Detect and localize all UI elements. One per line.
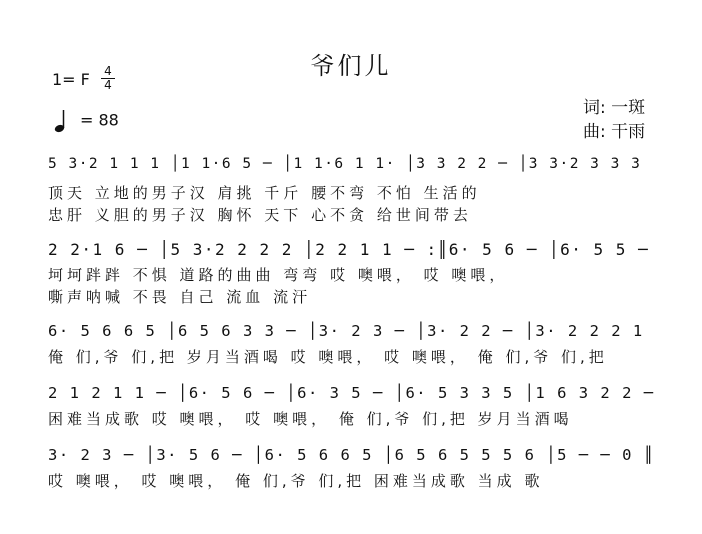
notation-line: 2 1 2 1 1 ─ │6· 5 6 ─ │6· 3 5 ─ │6· 5 3 3 5 │1 6 3 2 2 ─: [48, 384, 655, 402]
tempo-marking: [54, 109, 119, 133]
meter-top: 4: [104, 64, 112, 78]
lyric-line: 哎 噢喂， 哎 噢喂， 俺 们,爷 们,把 困难当成歌 当成 歌: [48, 472, 544, 490]
key-signature: 1= F: [52, 70, 90, 89]
time-signature: [101, 66, 115, 91]
lyric-verse-2: 忠肝 义胆的男子汉 胸怀 天下 心不贪 给世间带去: [48, 206, 472, 224]
notation-line: 2 2·1 6 ─ │5 3·2 2 2 2 │2 2 1 1 ─ :║6· 5 6 ─ │6· 5 5 ─: [48, 240, 650, 259]
lyric-verse-2: 嘶声呐喊 不畏 自己 流血 流汗: [48, 288, 312, 306]
meter-bottom: 4: [104, 78, 112, 92]
notation-line: 3· 2 3 ─ │3· 5 6 ─ │6· 5 6 6 5 │6 5 6 5 5 5 6 │5 ─ ─ 0 ║: [48, 446, 655, 464]
lyric-line: 困难当成歌 哎 噢喂， 哎 噢喂， 俺 们,爷 们,把 岁月当酒喝: [48, 410, 573, 428]
lyric-verse-1: 坷坷跘跘 不惧 道路的曲曲 弯弯 哎 噢喂， 哎 噢喂，: [48, 266, 509, 284]
quarter-note-icon: [54, 109, 66, 133]
lyric-line: 俺 们,爷 们,把 岁月当酒喝 哎 噢喂， 哎 噢喂， 俺 们,爷 们,把: [48, 348, 608, 366]
credits: [583, 96, 645, 144]
notation-line: 5 3·2 1 1 1 │1 1·6 5 ─ │1 1·6 1 1· │3 3 2 2 ─ │3 3·2 3 3 3: [48, 156, 642, 172]
tempo-value: = 88: [80, 110, 119, 130]
lyricist: 词: 一斑: [583, 98, 646, 118]
notation-line: 6· 5 6 6 5 │6 5 6 3 3 ─ │3· 2 3 ─ │3· 2 2 ─ │3· 2 2 2 1: [48, 322, 644, 340]
song-title: 爷们儿: [310, 52, 392, 80]
lyric-verse-1: 顶天 立地的男子汉 肩挑 千斤 腰不弯 不怕 生活的: [48, 184, 481, 202]
composer: 曲: 干雨: [583, 122, 646, 142]
